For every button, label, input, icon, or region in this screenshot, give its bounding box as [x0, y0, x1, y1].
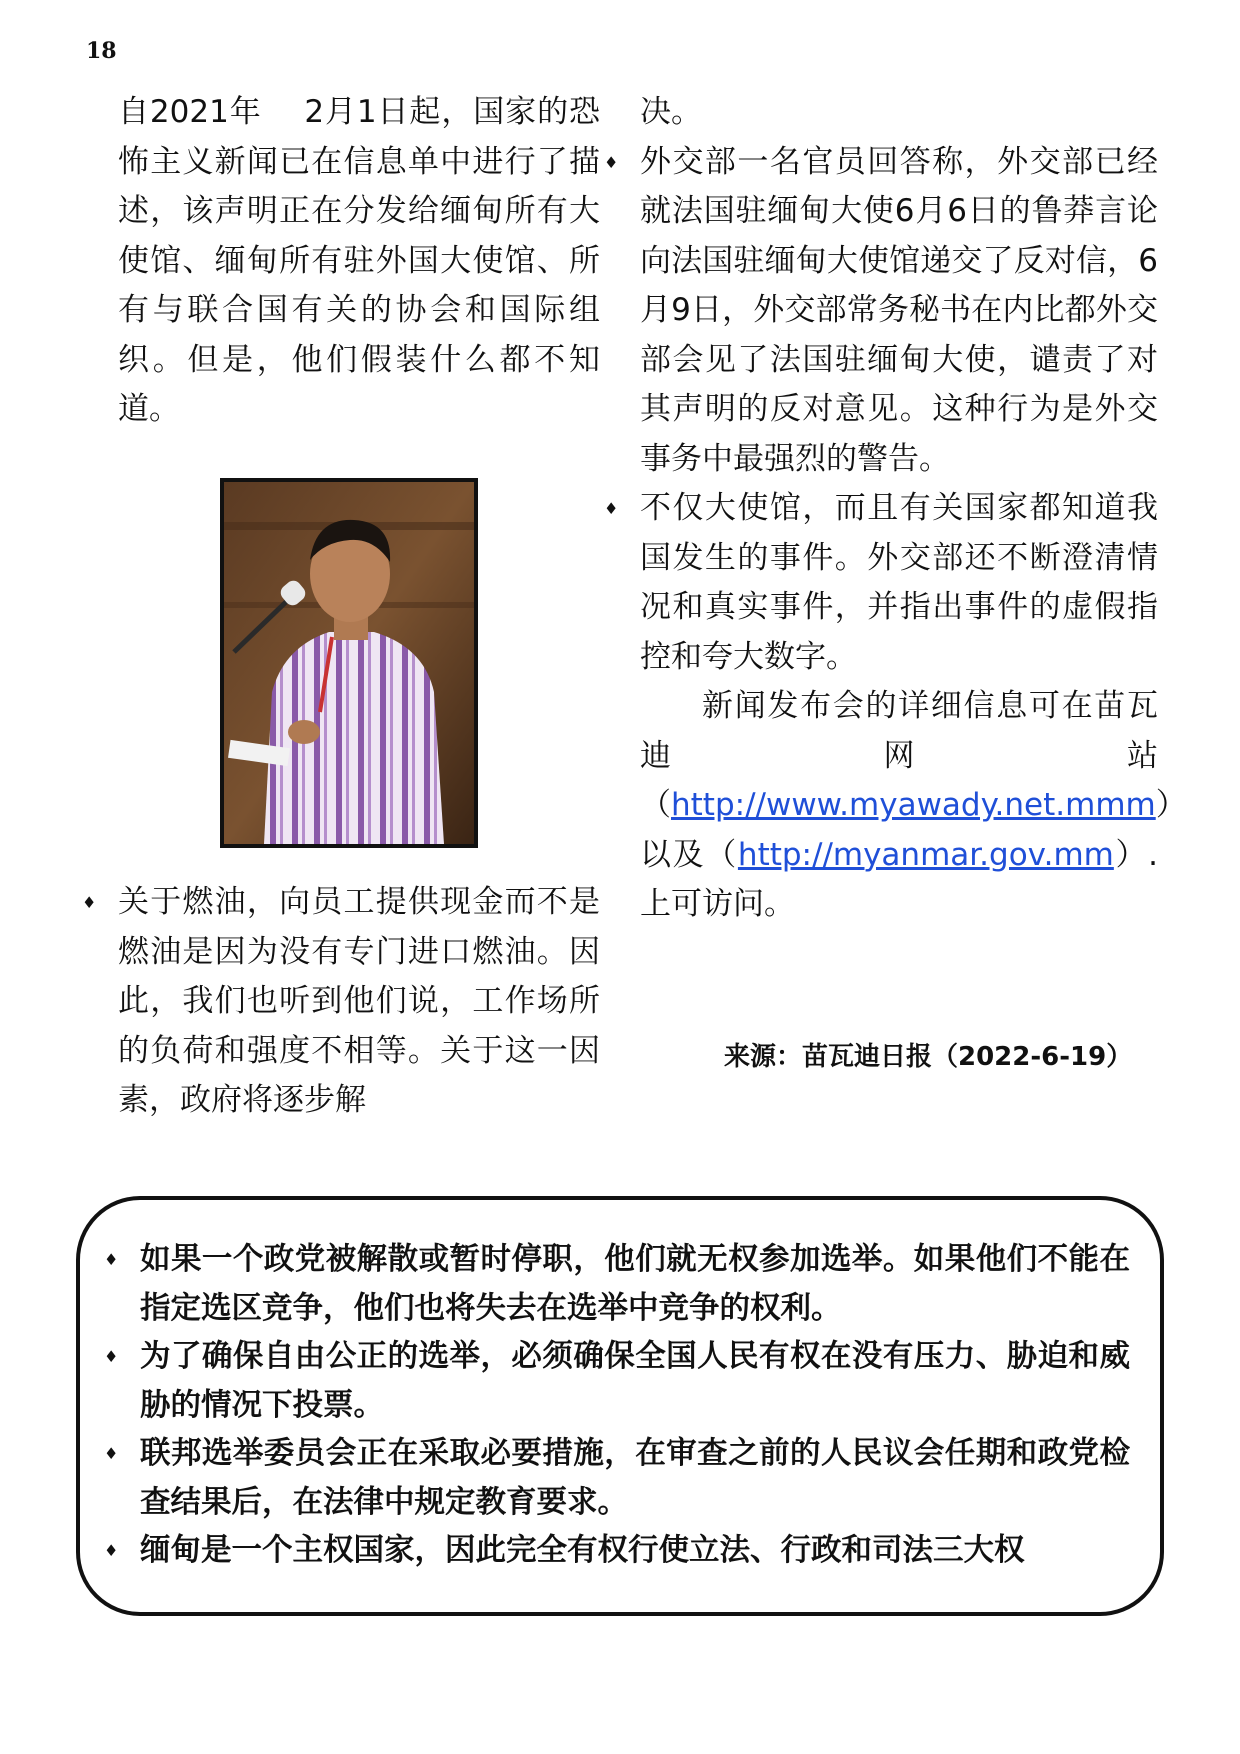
- left-paragraph: 自2021年 2月1日起，国家的恐怖主义新闻已在信息单中进行了描述，该声明正在分发给缅甸所有大使馆、缅甸所有驻外国大使馆、所有与联合国有关的协会和国际组织。但是，他们假装什么都不知道。: [118, 94, 600, 427]
- diamond-bullet-icon: ♦: [104, 1444, 119, 1463]
- source-line: 来源：苗瓦迪日报（2022-6-19）: [724, 1042, 1133, 1072]
- bullet-embassies-text: 不仅大使馆，而且有关国家都知道我国发生的事件。外交部还不断澄清情况和真实事件，并指出事件的虚假指控和夸大数字。: [640, 490, 1158, 675]
- diamond-bullet-icon: ♦: [104, 1541, 119, 1560]
- left-column: [118, 88, 600, 435]
- diamond-bullet-icon: ♦: [104, 1250, 119, 1269]
- highlight-list: [104, 1236, 1130, 1576]
- myawady-link[interactable]: http://www.myawady.net.mmm: [671, 787, 1156, 823]
- bullet-fuel-text: 关于燃油，向员工提供现金而不是燃油是因为没有专门进口燃油。因此，我们也听到他们说，工作场所的负荷和强度不相等。关于这一因素，政府将逐步解: [118, 884, 600, 1118]
- press-info-paragraph: [640, 682, 1187, 930]
- press-info-middle: ）以及（: [640, 787, 1187, 873]
- highlight-item: [104, 1527, 1130, 1576]
- highlight-box: [76, 1196, 1164, 1616]
- highlight-item: [104, 1333, 1130, 1430]
- highlight-item-text: 缅甸是一个主权国家，因此完全有权行使立法、行政和司法三大权: [140, 1533, 1025, 1568]
- highlight-item: [104, 1236, 1130, 1333]
- highlight-item: [104, 1430, 1130, 1527]
- left-bottom-column: [82, 878, 600, 1126]
- diamond-bullet-icon: ♦: [604, 499, 619, 518]
- diamond-bullet-icon: ♦: [104, 1347, 119, 1366]
- bullet-fuel: [82, 878, 600, 1126]
- right-column: [604, 88, 1187, 930]
- speaker-photo-image: [224, 482, 474, 844]
- highlight-item-text: 如果一个政党被解散或暂时停职，他们就无权参加选举。如果他们不能在指定选区竞争，他们也将失去在选举中竞争的权利。: [140, 1242, 1130, 1326]
- speaker-photo: [220, 478, 478, 848]
- diamond-bullet-icon: ♦: [82, 893, 97, 912]
- myanmar-gov-link[interactable]: http://myanmar.gov.mm: [737, 836, 1114, 873]
- highlight-item-text: 联邦选举委员会正在采取必要措施，在审查之前的人民议会任期和政党检查结果后，在法律中规定教育要求。: [140, 1436, 1130, 1520]
- bullet-embassies: [604, 484, 1158, 682]
- diamond-bullet-icon: ♦: [604, 152, 619, 172]
- press-info-prefix: 新闻发布会的详细信息可在苗瓦迪网站（: [640, 688, 1158, 823]
- bullet-foreign-ministry: [604, 138, 1158, 485]
- highlight-item-text: 为了确保自由公正的选举，必须确保全国人民有权在没有压力、胁迫和威胁的情况下投票。: [140, 1339, 1130, 1423]
- right-continuation: 决。: [640, 94, 702, 130]
- page-number: 18: [86, 38, 117, 64]
- bullet-foreign-ministry-text: 外交部一名官员回答称，外交部已经就法国驻缅甸大使6月6日的鲁莽言论向法国驻缅甸大使馆递交了反对信，6月9日，外交部常务秘书在内比都外交部会见了法国驻缅甸大使，谴责了对其声明的反对意见。这种行为是外交事务中最强烈的警告。: [640, 143, 1158, 477]
- press-info-suffix: ）. 上可访问。: [640, 836, 1158, 922]
